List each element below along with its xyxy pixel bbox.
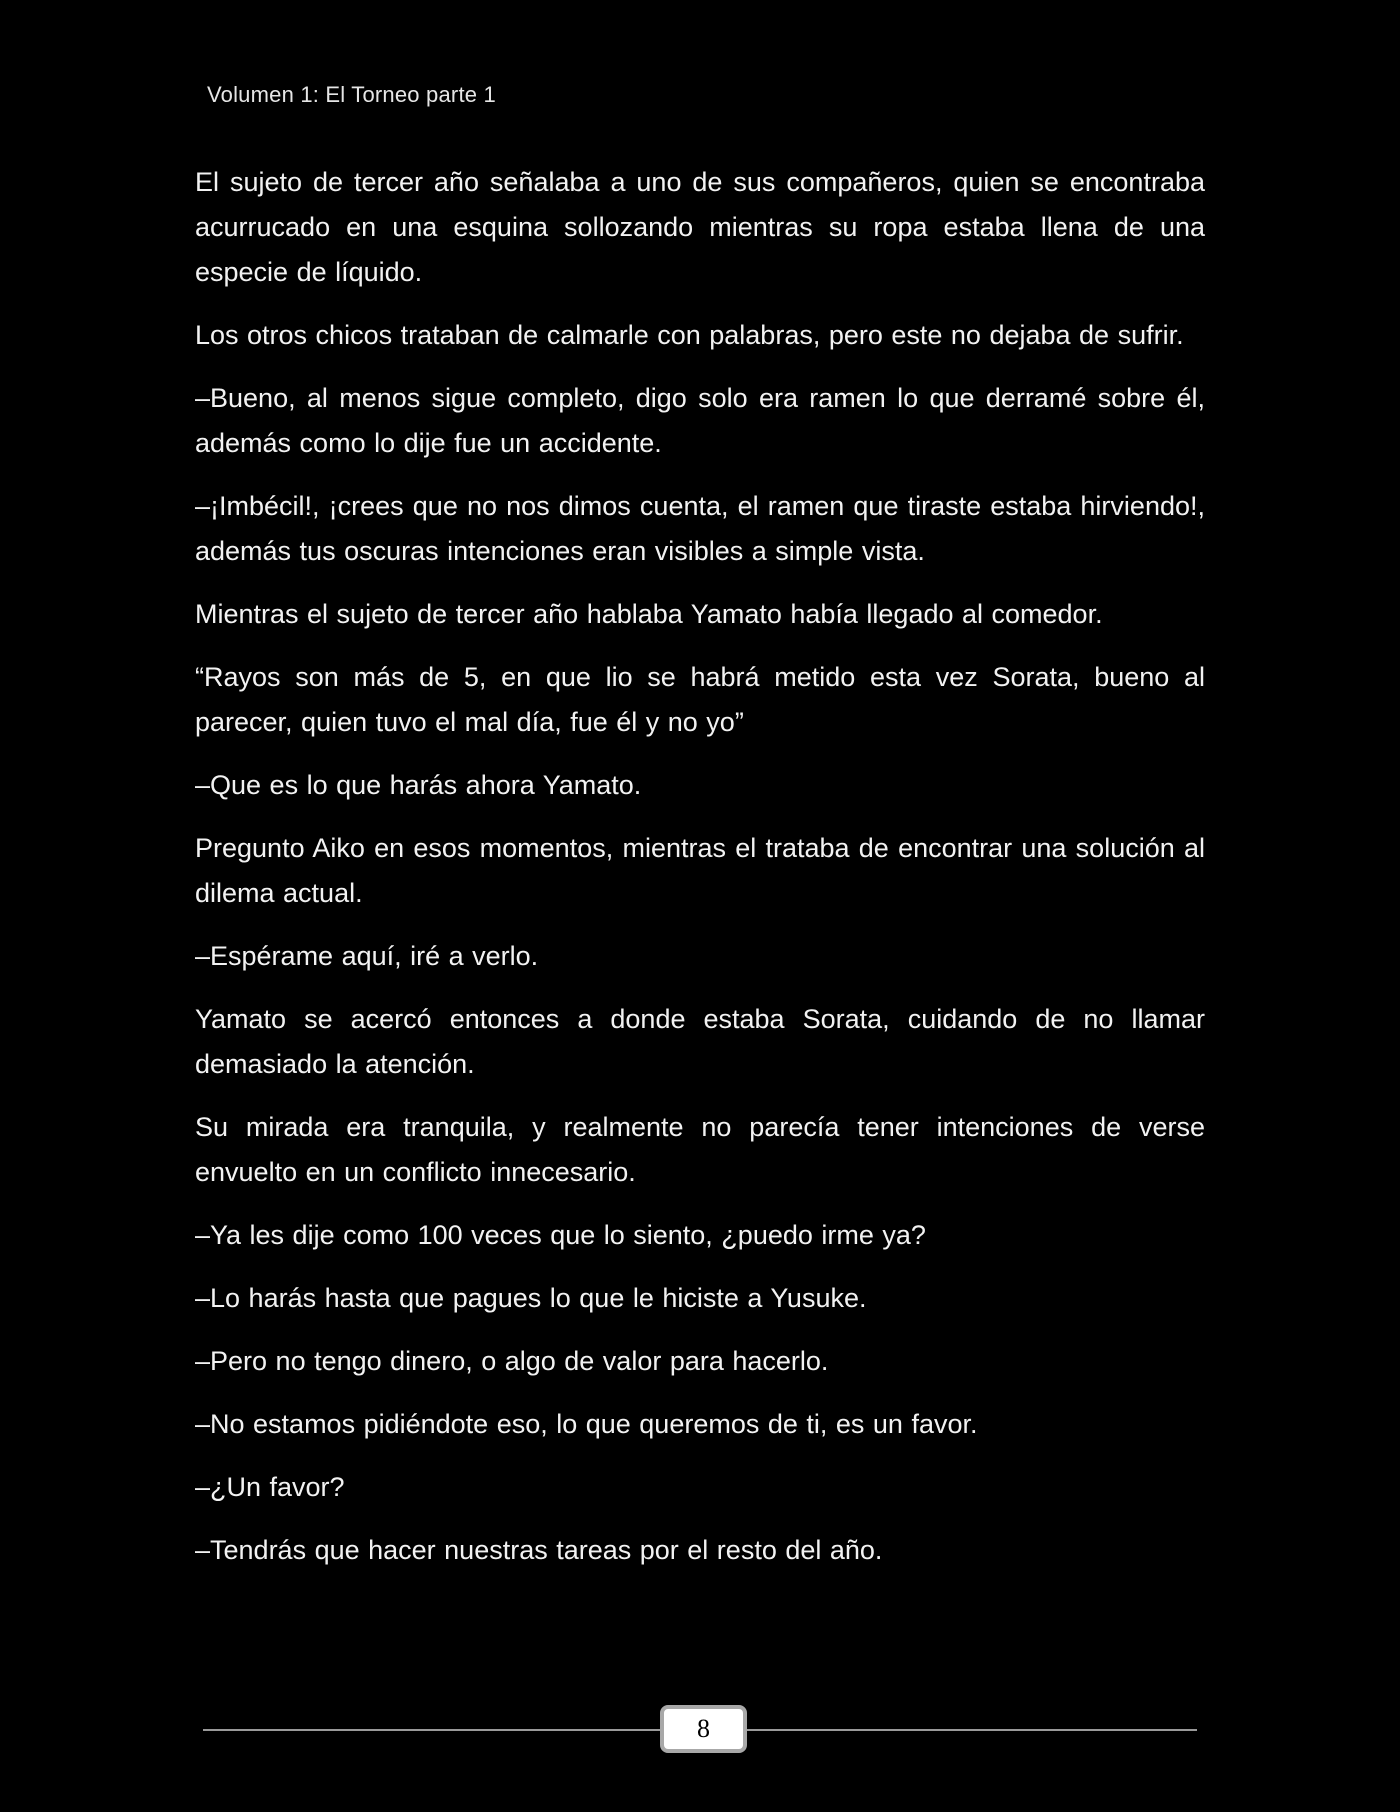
- paragraph: –Pero no tengo dinero, o algo de valor para hacerlo.: [195, 1346, 829, 1376]
- paragraph: –Espérame aquí, iré a verlo.: [195, 941, 539, 971]
- paragraph: Los otros chicos trataban de calmarle con palabras, pero este no dejaba de sufrir.: [195, 320, 1184, 350]
- paragraph: –¿Un favor?: [195, 1472, 345, 1502]
- paragraph: –Tendrás que hacer nuestras tareas por el resto del año.: [195, 1535, 883, 1565]
- page-number: 8: [660, 1705, 747, 1753]
- paragraph: –¡Imbécil!, ¡crees que no nos dimos cuenta, el ramen que tiraste estaba hirviendo!, además tus oscuras intenciones eran visibles a simple vista.: [195, 491, 1205, 566]
- paragraph: “Rayos son más de 5, en que lio se habrá metido esta vez Sorata, bueno al parecer, quien tuvo el mal día, fue él y no yo”: [195, 662, 1205, 737]
- paragraph: –Lo harás hasta que pagues lo que le hiciste a Yusuke.: [195, 1283, 867, 1313]
- paragraph: Mientras el sujeto de tercer año hablaba Yamato había llegado al comedor.: [195, 599, 1103, 629]
- page-footer: [203, 1705, 1197, 1755]
- paragraph: Su mirada era tranquila, y realmente no parecía tener intenciones de verse envuelto en un conflicto innecesario.: [195, 1112, 1205, 1187]
- paragraph: –Que es lo que harás ahora Yamato.: [195, 770, 642, 800]
- paragraph: Pregunto Aiko en esos momentos, mientras el trataba de encontrar una solución al dilema actual.: [195, 833, 1205, 908]
- body-text: [195, 160, 1205, 1591]
- paragraph: El sujeto de tercer año señalaba a uno de sus compañeros, quien se encontraba acurrucado en una esquina sollozando mientras su ropa estaba llena de una especie de líquido.: [195, 167, 1205, 287]
- paragraph: –Ya les dije como 100 veces que lo siento, ¿puedo irme ya?: [195, 1220, 926, 1250]
- paragraph: –No estamos pidiéndote eso, lo que queremos de ti, es un favor.: [195, 1409, 978, 1439]
- footer-rule-left: [203, 1729, 660, 1731]
- paragraph: –Bueno, al menos sigue completo, digo solo era ramen lo que derramé sobre él, además como lo dije fue un accidente.: [195, 383, 1205, 458]
- paragraph: Yamato se acercó entonces a donde estaba Sorata, cuidando de no llamar demasiado la atención.: [195, 1004, 1205, 1079]
- footer-rule-right: [747, 1729, 1197, 1731]
- running-header: Volumen 1: El Torneo parte 1: [207, 82, 496, 107]
